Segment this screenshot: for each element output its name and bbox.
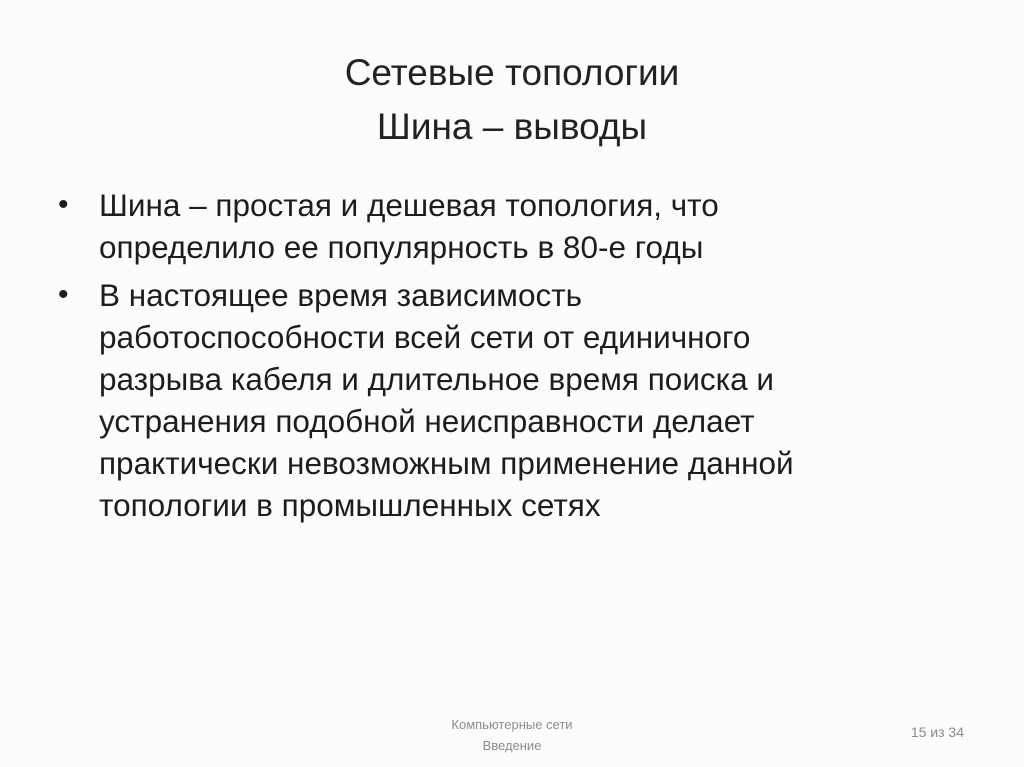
bullet-line: Шина – простая и дешевая топология, что (99, 187, 719, 223)
slide-title (0, 46, 1024, 154)
slide-title-line-2: Шина – выводы (376, 106, 648, 147)
bullet-line: разрыва кабеля и длительное время поиска и (99, 361, 775, 397)
footer-course: Компьютерные сети (451, 717, 573, 732)
bullet-marker: • (58, 188, 69, 221)
bullet-line: устранения подобной неисправности делает (99, 403, 755, 439)
bullet-line: практически невозможным применение данной (99, 445, 794, 481)
bullet-line: В настоящее время зависимость (99, 277, 583, 313)
page-number: 15 из 34 (910, 724, 964, 740)
bullet-item (58, 274, 958, 526)
footer-text (0, 714, 1024, 756)
bullet-line: определило ее популярность в 80-е годы (99, 229, 704, 265)
bullet-list (58, 184, 958, 532)
bullet-item (58, 184, 958, 268)
footer-section: Введение (482, 738, 542, 753)
bullet-marker: • (58, 278, 69, 311)
bullet-line: топологии в промышленных сетях (99, 487, 601, 523)
bullet-line: работоспособности всей сети от единичного (99, 319, 751, 355)
slide-title-line-1: Сетевые топологии (344, 52, 680, 93)
